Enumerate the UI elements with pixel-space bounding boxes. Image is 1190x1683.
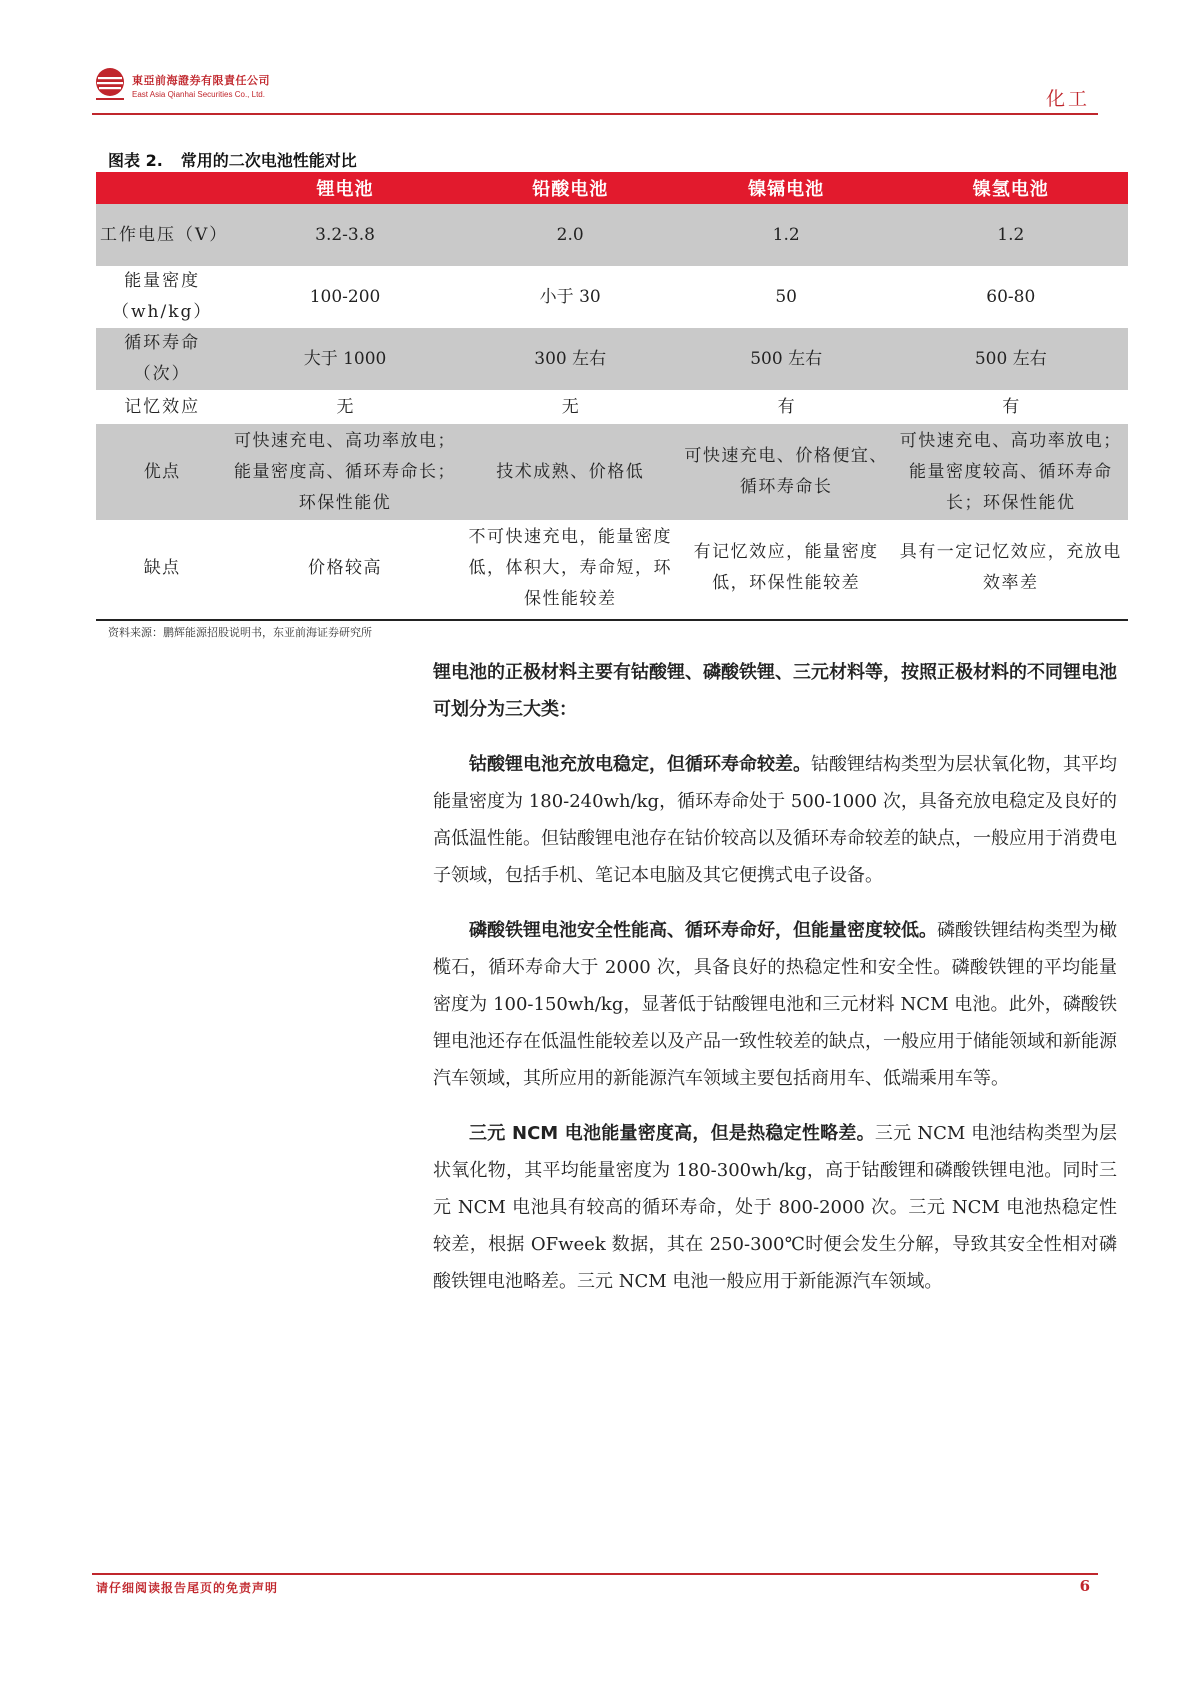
table-row [96,328,1128,390]
sector-label: 化工 [1045,88,1090,110]
table-cell: 500 左右 [894,328,1128,390]
table-cell: 500 左右 [679,328,894,390]
table-cell: 小于 30 [462,266,679,328]
row-label: 记忆效应 [96,390,228,424]
table-cell: 大于 1000 [228,328,461,390]
table-cell: 可快速充电、价格便宜、循环寿命长 [679,424,894,520]
page-number: 6 [1079,1577,1090,1595]
header-cell-nicd: 镍镉电池 [679,172,894,204]
table-cell: 具有一定记忆效应，充放电效率差 [894,520,1128,616]
paragraph-heading: 三元 NCM 电池能量密度高，但是热稳定性略差。 [469,1123,875,1144]
table-cell: 可快速充电、高功率放电；能量密度高、循环寿命长；环保性能优 [228,424,461,520]
header-cell-lithium: 锂电池 [228,172,461,204]
table-cell: 1.2 [894,204,1128,266]
row-label: 能量密度（wh/kg） [96,266,228,328]
body-text [433,654,1117,1318]
footer-divider [92,1573,1098,1575]
company-name-en: East Asia Qianhai Securities Co., Ltd. [132,90,265,99]
table-row [96,266,1128,328]
table-cell: 50 [679,266,894,328]
table-cell: 无 [228,390,461,424]
table-row [96,390,1128,424]
table-cell: 可快速充电、高功率放电；能量密度较高、循环寿命长；环保性能优 [894,424,1128,520]
paragraph-lfp [433,912,1117,1097]
figure-label: 图表 2. [108,151,163,170]
table-cell: 技术成熟、价格低 [462,424,679,520]
row-label: 循环寿命（次） [96,328,228,390]
table-cell: 价格较高 [228,520,461,616]
table-cell: 无 [462,390,679,424]
paragraph-heading: 钴酸锂电池充放电稳定，但循环寿命较差。 [469,754,811,775]
table-cell: 100-200 [228,266,461,328]
row-label: 工作电压（V） [96,204,228,266]
table-header-row [96,172,1128,204]
table-row [96,424,1128,520]
table-cell: 有 [894,390,1128,424]
table-cell: 60-80 [894,266,1128,328]
table-bottom-rule [96,619,1128,621]
figure-title [108,148,375,171]
table-row [96,204,1128,266]
table-cell: 有记忆效应，能量密度低，环保性能较差 [679,520,894,616]
paragraph-ncm [433,1115,1117,1300]
header-divider [92,113,1098,115]
figure-source: 资料来源：鹏辉能源招股说明书，东亚前海证券研究所 [108,626,372,639]
table-cell: 300 左右 [462,328,679,390]
table-cell: 1.2 [679,204,894,266]
paragraph-text: 磷酸铁锂结构类型为橄榄石，循环寿命大于 2000 次，具备良好的热稳定性和安全性。磷酸铁锂的平均能量密度为 100-150wh/kg，显著低于钴酸锂电池和三元材料 NCM 电池。此外，磷酸铁锂电池还存在低温性能较差以及产品一致性较差的缺点，一般应用于储能领域和新能源汽车领域，其所应用的新能源汽车领域主要包括商用车、低端乘用车等。 [433,920,1117,1089]
intro-paragraph: 锂电池的正极材料主要有钴酸锂、磷酸铁锂、三元材料等，按照正极材料的不同锂电池可划分为三大类： [433,662,1117,720]
table-cell: 有 [679,390,894,424]
battery-comparison-table [96,172,1128,616]
figure-caption: 常用的二次电池性能对比 [180,151,357,170]
header-cell-lead-acid: 铅酸电池 [462,172,679,204]
paragraph-heading: 磷酸铁锂电池安全性能高、循环寿命好，但能量密度较低。 [469,920,937,941]
header-cell-nimh: 镍氢电池 [894,172,1128,204]
table-cell: 2.0 [462,204,679,266]
row-label: 优点 [96,424,228,520]
paragraph-text: 三元 NCM 电池结构类型为层状氧化物，其平均能量密度为 180-300wh/kg，高于钴酸锂和磷酸铁锂电池。同时三元 NCM 电池具有较高的循环寿命，处于 800-2000 次。三元 NCM 电池热稳定性较差，根据 OFweek 数据，其在 250-300℃时便会发生分解，导致其安全性相对磷酸铁锂电池略差。三元 NCM 电池一般应用于新能源汽车领域。 [433,1123,1117,1292]
header-cell-empty [96,172,228,204]
paragraph-text: 钴酸锂结构类型为层状氧化物，其平均能量密度为 180-240wh/kg，循环寿命处于 500-1000 次，具备充放电稳定及良好的高低温性能。但钴酸锂电池存在钴价较高以及循环寿命较差的缺点，一般应用于消费电子领域，包括手机、笔记本电脑及其它便携式电子设备。 [433,754,1117,886]
table-cell: 3.2-3.8 [228,204,461,266]
paragraph-lco [433,746,1117,894]
row-label: 缺点 [96,520,228,616]
company-logo-icon [92,66,128,102]
table-cell: 不可快速充电，能量密度低，体积大，寿命短，环保性能较差 [462,520,679,616]
footer-disclaimer: 请仔细阅读报告尾页的免责声明 [96,1581,279,1595]
company-name-cn: 東亞前海證券有限責任公司 [132,74,270,87]
company-name [132,72,270,99]
table-row [96,520,1128,616]
